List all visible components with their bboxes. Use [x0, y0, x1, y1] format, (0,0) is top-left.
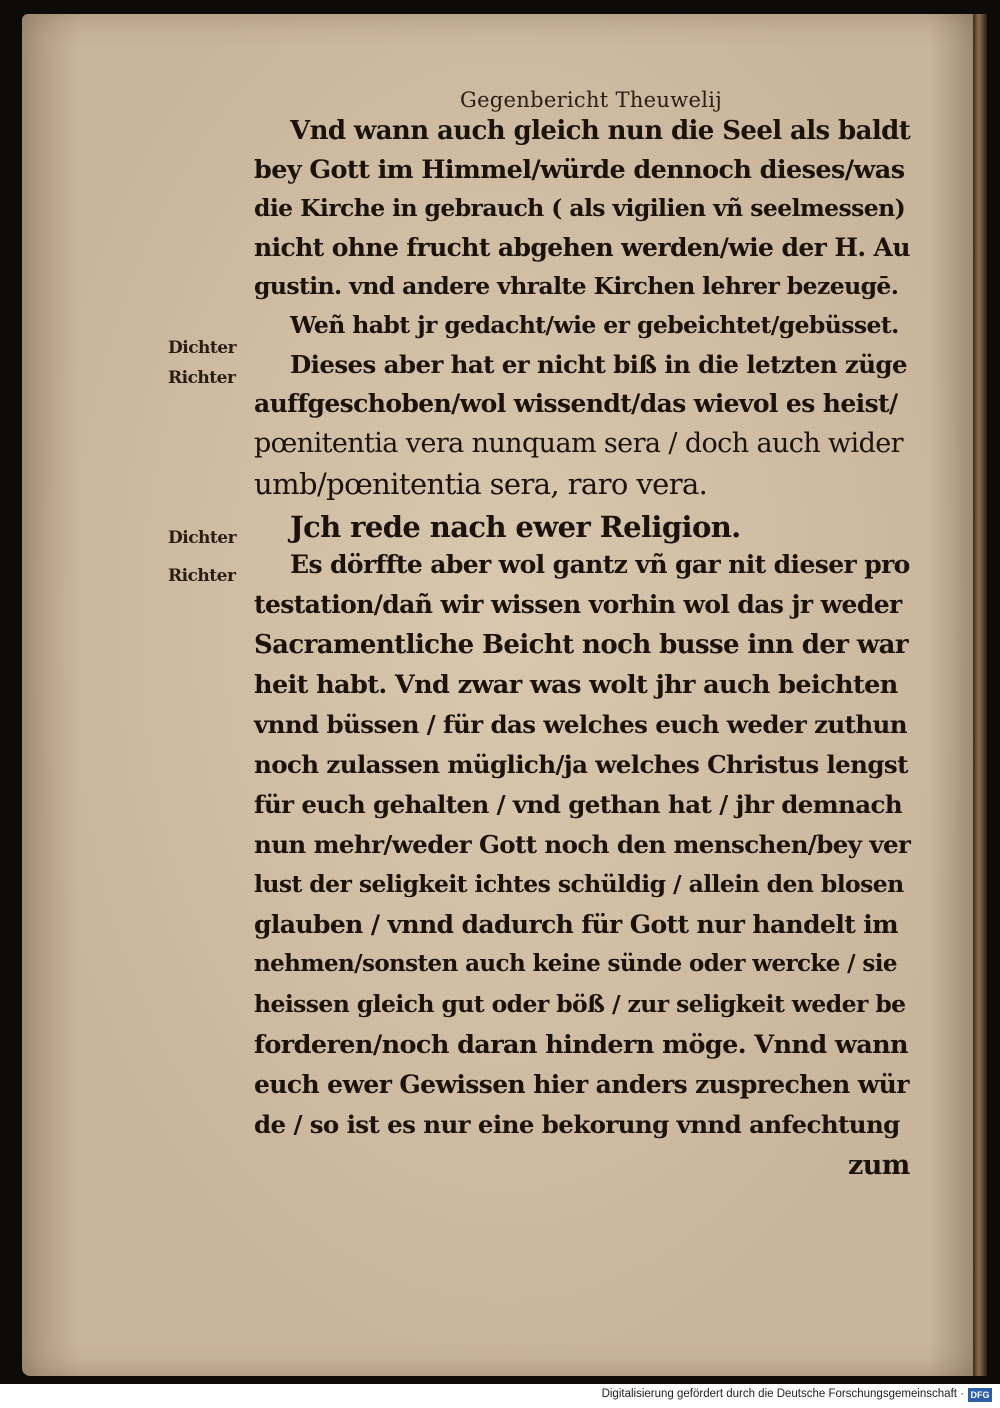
text-line: Sacramentliche Beicht noch busse inn der war — [254, 630, 908, 660]
text-line: Es dörffte aber wol gantz vñ gar nit dieser pro — [290, 550, 910, 579]
text-line: nun mehr/weder Gott noch den menschen/bey ver — [254, 830, 911, 859]
text-line: nicht ohne frucht abgehen werden/wie der H. Au — [254, 233, 910, 262]
text-line: gustin. vnd andere vhralte Kirchen lehrer bezeugē. — [254, 272, 899, 300]
footer-credit: Digitalisierung gefördert durch die Deutsche Forschungsgemeinschaft · — [601, 1388, 964, 1400]
text-line: pœnitentia vera nunquam sera / doch auch wider — [254, 428, 903, 459]
text-line: noch zulassen müglich/ja welches Christus lengst — [254, 750, 908, 779]
text-line: forderen/noch daran hindern möge. Vnnd wann — [254, 1030, 908, 1060]
text-line: Weñ habt jr gedacht/wie er gebeichtet/gebüsset. — [290, 311, 899, 339]
text-line: lust der seligkeit ichtes schüldig / allein den blosen — [254, 870, 904, 898]
text-line: umb/pœnitentia sera, raro vera. — [254, 467, 708, 501]
text-line: Jch rede nach ewer Religion. — [290, 510, 741, 544]
text-line: euch ewer Gewissen hier anders zusprechen wür — [254, 1070, 909, 1099]
text-line: für euch gehalten / vnd gethan hat / jhr demnach — [254, 790, 903, 819]
dfg-logo: DFG — [968, 1388, 992, 1402]
book-spine — [973, 14, 987, 1376]
catchword: zum — [848, 1150, 910, 1181]
text-line: glauben / vnnd dadurch für Gott nur handelt im — [254, 910, 899, 939]
text-line: heissen gleich gut oder böß / zur seligkeit weder be — [254, 990, 906, 1018]
margin-note: Richter — [168, 368, 236, 388]
text-line: testation/dañ wir wissen vorhin wol das jr weder — [254, 590, 902, 619]
footer-bar — [0, 1384, 1000, 1408]
text-line: heit habt. Vnd zwar was wolt jhr auch beichten — [254, 670, 898, 700]
text-line: Vnd wann auch gleich nun die Seel als baldt — [290, 116, 911, 146]
text-line: nehmen/sonsten auch keine sünde oder wercke / sie — [254, 950, 897, 977]
running-header: Gegenbericht Theuwelij — [460, 88, 723, 112]
text-line: vnnd büssen / für das welches euch weder zuthun — [254, 710, 907, 739]
text-line: de / so ist es nur eine bekorung vnnd anfechtung — [254, 1110, 900, 1139]
text-line: auffgeschoben/wol wissendt/das wievol es heist/ — [254, 389, 898, 418]
text-line: bey Gott im Himmel/würde dennoch dieses/was — [254, 155, 905, 185]
margin-note: Richter — [168, 566, 236, 586]
text-line: die Kirche in gebrauch ( als vigilien vñ seelmessen) — [254, 194, 906, 222]
margin-note: Dichter — [168, 528, 237, 548]
text-line: Dieses aber hat er nicht biß in die letzten züge — [290, 350, 907, 379]
margin-note: Dichter — [168, 338, 237, 358]
